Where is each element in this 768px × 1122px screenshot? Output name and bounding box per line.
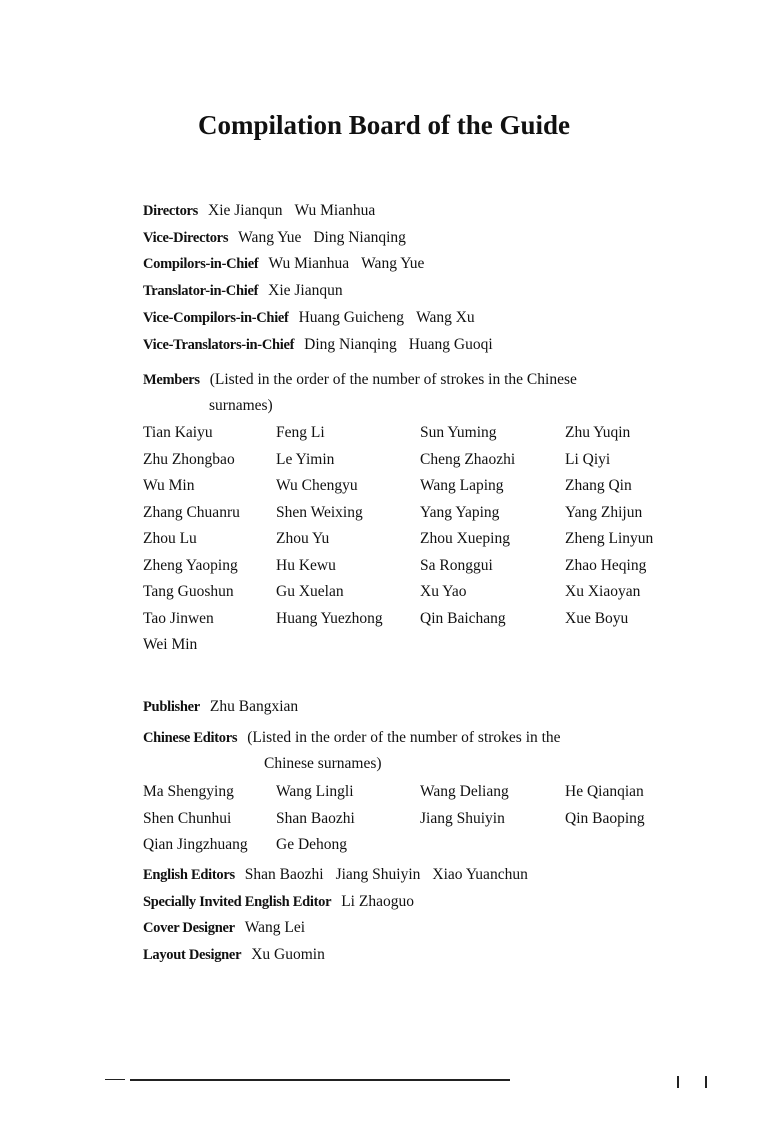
- person-name: Xu Guomin: [251, 945, 325, 963]
- person-name: Hu Kewu: [276, 556, 336, 574]
- person-name: Wang Laping: [420, 477, 504, 494]
- role-label: Vice-Translators-in-Chief: [143, 336, 295, 353]
- role-label: English Editors: [143, 867, 235, 883]
- role-label: Translator-in-Chief: [143, 283, 259, 300]
- person-name: Zhou Yu: [276, 530, 330, 547]
- role-label: Compilors-in-Chief: [143, 256, 259, 273]
- role-line: [143, 919, 317, 937]
- members-note: (Listed in the order of the number of strokes in the Chinese: [209, 371, 577, 388]
- person-name: Huang Yuezhong: [276, 609, 383, 627]
- person-name: Zhou Xueping: [420, 530, 510, 547]
- person-name: Wang Deliang: [420, 783, 509, 800]
- person-name: Xu Xiaoyan: [565, 583, 641, 600]
- person-name: Zhu Zhongbao: [143, 450, 235, 468]
- person-name: Yang Zhijun: [565, 503, 643, 521]
- chinese-editors-label: Chinese Editors: [143, 730, 238, 746]
- person-name: Yang Yaping: [420, 503, 500, 521]
- person-name: Ding Nianqing: [304, 335, 397, 353]
- person-name: Zhang Qin: [565, 477, 632, 494]
- person-name: Ding Nianqing: [313, 228, 406, 246]
- footer-rule: [130, 1079, 510, 1081]
- person-name: Zheng Linyun: [565, 530, 654, 547]
- person-name: Wu Min: [143, 477, 195, 494]
- chinese-editors-note-cont: Chinese surnames): [264, 755, 382, 772]
- role-label: Directors: [143, 203, 199, 219]
- person-name: Feng Li: [276, 424, 325, 441]
- person-name: Tang Guoshun: [143, 583, 234, 600]
- role-line: [143, 866, 540, 884]
- publisher-name: Zhu Bangxian: [209, 698, 299, 715]
- person-name: Shen Weixing: [276, 503, 363, 521]
- person-name: Gu Xuelan: [276, 583, 344, 600]
- role-label: Cover Designer: [143, 920, 235, 936]
- person-name: Wang Yue: [361, 255, 425, 273]
- person-name: Qin Baichang: [420, 609, 506, 627]
- page-title: Compilation Board of the Guide: [197, 110, 571, 140]
- role-line: [143, 255, 436, 273]
- page-mark: [677, 1076, 679, 1088]
- person-name: Qian Jingzhuang: [143, 836, 248, 853]
- chinese-editors-note: (Listed in the order of the number of strokes in the: [247, 729, 561, 746]
- person-name: Jiang Shuiyin: [335, 866, 421, 883]
- person-name: Wu Mianhua: [294, 202, 376, 219]
- members-heading: [143, 371, 577, 389]
- person-name: He Qianqian: [565, 783, 644, 800]
- person-name: Wang Xu: [416, 308, 475, 326]
- person-name: Wei Min: [143, 636, 198, 653]
- page-mark: [705, 1076, 707, 1088]
- role-line: [143, 893, 426, 911]
- publisher-line: [143, 698, 298, 716]
- person-name: Li Zhaoguo: [341, 892, 414, 910]
- person-name: Wang Lei: [244, 919, 306, 936]
- members-label: Members: [143, 372, 200, 388]
- person-name: Zhu Yuqin: [565, 424, 631, 441]
- person-name: Wu Chengyu: [276, 477, 358, 494]
- role-line: [143, 229, 418, 247]
- person-name: Xu Yao: [420, 583, 467, 600]
- person-name: Tian Kaiyu: [143, 424, 213, 441]
- person-name: Xie Jianqun: [268, 282, 343, 300]
- role-line: [143, 202, 387, 220]
- person-name: Ge Dehong: [276, 836, 348, 853]
- person-name: Cheng Zhaozhi: [420, 450, 516, 468]
- publisher-label: Publisher: [143, 699, 200, 715]
- person-name: Xie Jianqun: [208, 202, 283, 219]
- person-name: Wu Mianhua: [268, 255, 350, 273]
- chinese-editors-heading: [143, 729, 561, 747]
- role-label: Layout Designer: [143, 946, 242, 963]
- person-name: Huang Guoqi: [408, 335, 493, 353]
- role-line: [143, 946, 337, 964]
- person-name: Wang Lingli: [276, 783, 354, 800]
- role-label: Vice-Directors: [143, 229, 229, 246]
- footer-rule: [105, 1079, 125, 1080]
- person-name: Shan Baozhi: [244, 866, 324, 883]
- person-name: Zhao Heqing: [565, 556, 647, 574]
- role-line: [143, 282, 355, 300]
- role-label: Specially Invited English Editor: [143, 893, 332, 910]
- person-name: Ma Shengying: [143, 783, 234, 800]
- person-name: Jiang Shuiyin: [420, 809, 505, 827]
- person-name: Qin Baoping: [565, 809, 645, 827]
- person-name: Shan Baozhi: [276, 809, 355, 827]
- person-name: Zheng Yaoping: [143, 556, 238, 574]
- person-name: Zhou Lu: [143, 530, 197, 547]
- person-name: Tao Jinwen: [143, 609, 214, 627]
- person-name: Shen Chunhui: [143, 809, 232, 827]
- person-name: Le Yimin: [276, 450, 335, 468]
- person-name: Xiao Yuanchun: [432, 866, 528, 883]
- members-note-cont: surnames): [209, 397, 273, 414]
- role-line: [143, 309, 487, 327]
- role-label: Vice-Compilors-in-Chief: [143, 309, 289, 326]
- person-name: Huang Guicheng: [298, 308, 405, 326]
- role-line: [143, 336, 505, 354]
- person-name: Li Qiyi: [565, 450, 611, 468]
- person-name: Sa Ronggui: [420, 556, 493, 574]
- person-name: Wang Yue: [238, 228, 302, 246]
- person-name: Sun Yuming: [420, 424, 497, 441]
- person-name: Xue Boyu: [565, 609, 629, 627]
- person-name: Zhang Chuanru: [143, 503, 240, 521]
